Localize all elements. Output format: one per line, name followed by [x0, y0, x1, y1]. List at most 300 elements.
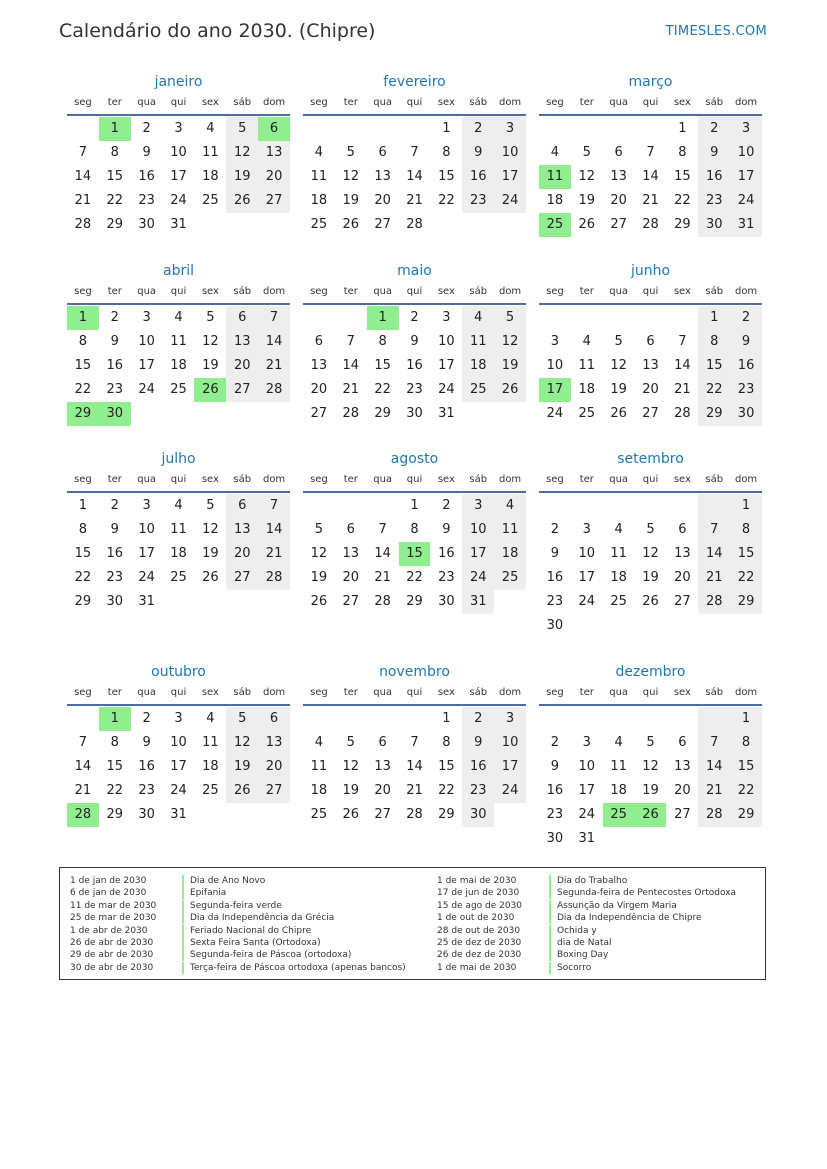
day-cell[interactable]: 24 [730, 189, 762, 213]
day-cell[interactable]: 3 [550, 334, 560, 349]
day-cell[interactable]: 14 [74, 169, 92, 184]
day-cell[interactable]: 17 [170, 759, 187, 774]
day-cell[interactable]: 29 [74, 594, 92, 609]
day-cell[interactable]: 20 [674, 570, 691, 585]
day-cell[interactable]: 2 [110, 498, 119, 513]
day-cell[interactable]: 20 [674, 783, 691, 798]
holiday-day-cell[interactable]: 6 [258, 117, 290, 141]
day-cell[interactable]: 10 [462, 518, 494, 542]
day-cell[interactable]: 20 [258, 755, 290, 779]
day-cell[interactable]: 29 [674, 217, 691, 232]
day-cell[interactable]: 6 [346, 522, 355, 537]
day-cell[interactable]: 11 [202, 145, 219, 160]
day-cell[interactable]: 23 [730, 378, 762, 402]
day-cell[interactable]: 21 [74, 783, 92, 798]
day-cell[interactable]: 20 [642, 382, 659, 397]
day-cell[interactable]: 11 [462, 330, 494, 354]
day-cell[interactable]: 27 [374, 807, 391, 822]
day-cell[interactable]: 12 [226, 141, 258, 165]
day-cell[interactable]: 2 [442, 498, 451, 513]
day-cell[interactable]: 28 [642, 217, 659, 232]
day-cell[interactable]: 3 [142, 498, 151, 513]
day-cell[interactable]: 11 [610, 759, 627, 774]
day-cell[interactable]: 14 [406, 759, 423, 774]
day-cell[interactable]: 19 [610, 382, 627, 397]
day-cell[interactable]: 13 [374, 169, 391, 184]
day-cell[interactable]: 9 [442, 522, 451, 537]
day-cell[interactable]: 28 [74, 217, 92, 232]
day-cell[interactable]: 4 [582, 334, 591, 349]
day-cell[interactable]: 28 [374, 594, 391, 609]
day-cell[interactable]: 2 [730, 306, 762, 330]
day-cell[interactable]: 5 [314, 522, 324, 537]
day-cell[interactable]: 5 [206, 310, 215, 325]
day-cell[interactable]: 19 [578, 193, 596, 208]
holiday-day-cell[interactable]: 11 [539, 165, 571, 189]
day-cell[interactable]: 14 [258, 330, 290, 354]
day-cell[interactable]: 21 [406, 783, 423, 798]
day-cell[interactable]: 12 [642, 759, 659, 774]
day-cell[interactable]: 26 [610, 406, 627, 421]
day-cell[interactable]: 11 [494, 518, 526, 542]
day-cell[interactable]: 31 [730, 213, 762, 237]
day-cell[interactable]: 17 [462, 542, 494, 566]
day-cell[interactable]: 26 [226, 779, 258, 803]
day-cell[interactable]: 13 [258, 731, 290, 755]
day-cell[interactable]: 9 [110, 334, 119, 349]
brand-logo-text[interactable]: TIMESLES.COM [665, 24, 767, 39]
day-cell[interactable]: 25 [610, 594, 627, 609]
holiday-day-cell[interactable]: 17 [539, 378, 571, 402]
day-cell[interactable]: 31 [462, 590, 494, 614]
day-cell[interactable]: 22 [74, 570, 92, 585]
holiday-day-cell[interactable]: 15 [399, 542, 431, 566]
day-cell[interactable]: 15 [74, 358, 92, 373]
day-cell[interactable]: 31 [438, 406, 455, 421]
day-cell[interactable]: 30 [462, 803, 494, 827]
day-cell[interactable]: 28 [406, 807, 423, 822]
day-cell[interactable]: 15 [106, 169, 124, 184]
day-cell[interactable]: 19 [202, 358, 219, 373]
day-cell[interactable]: 3 [494, 117, 526, 141]
day-cell[interactable]: 26 [310, 594, 328, 609]
day-cell[interactable]: 14 [698, 755, 730, 779]
day-cell[interactable]: 27 [258, 189, 290, 213]
day-cell[interactable]: 15 [106, 759, 124, 774]
day-cell[interactable]: 21 [406, 193, 423, 208]
day-cell[interactable]: 23 [106, 570, 124, 585]
day-cell[interactable]: 24 [170, 783, 187, 798]
day-cell[interactable]: 8 [78, 334, 88, 349]
day-cell[interactable]: 21 [374, 570, 391, 585]
day-cell[interactable]: 9 [462, 731, 494, 755]
day-cell[interactable]: 16 [546, 783, 564, 798]
day-cell[interactable]: 23 [406, 382, 423, 397]
day-cell[interactable]: 5 [646, 735, 655, 750]
day-cell[interactable]: 21 [674, 382, 691, 397]
day-cell[interactable]: 3 [462, 494, 494, 518]
day-cell[interactable]: 19 [202, 546, 219, 561]
day-cell[interactable]: 7 [346, 334, 355, 349]
day-cell[interactable]: 30 [698, 213, 730, 237]
day-cell[interactable]: 31 [170, 217, 187, 232]
day-cell[interactable]: 18 [494, 542, 526, 566]
day-cell[interactable]: 1 [678, 121, 687, 136]
holiday-day-cell[interactable]: 1 [67, 306, 99, 330]
day-cell[interactable]: 13 [258, 141, 290, 165]
day-cell[interactable]: 1 [730, 707, 762, 731]
day-cell[interactable]: 22 [438, 193, 455, 208]
day-cell[interactable]: 7 [378, 522, 387, 537]
day-cell[interactable]: 4 [462, 306, 494, 330]
day-cell[interactable]: 22 [106, 783, 124, 798]
holiday-day-cell[interactable]: 25 [539, 213, 571, 237]
holiday-day-cell[interactable]: 26 [194, 378, 226, 402]
day-cell[interactable]: 14 [642, 169, 659, 184]
day-cell[interactable]: 18 [578, 382, 596, 397]
day-cell[interactable]: 19 [226, 755, 258, 779]
day-cell[interactable]: 24 [578, 594, 596, 609]
day-cell[interactable]: 4 [550, 145, 560, 160]
day-cell[interactable]: 27 [374, 217, 391, 232]
day-cell[interactable]: 19 [342, 783, 360, 798]
day-cell[interactable]: 16 [546, 570, 564, 585]
day-cell[interactable]: 13 [342, 546, 360, 561]
day-cell[interactable]: 31 [138, 594, 155, 609]
day-cell[interactable]: 25 [310, 217, 328, 232]
holiday-day-cell[interactable]: 25 [603, 803, 635, 827]
day-cell[interactable]: 23 [462, 779, 494, 803]
day-cell[interactable]: 16 [438, 546, 455, 561]
day-cell[interactable]: 16 [462, 755, 494, 779]
day-cell[interactable]: 6 [378, 735, 387, 750]
day-cell[interactable]: 29 [406, 594, 423, 609]
day-cell[interactable]: 14 [342, 358, 360, 373]
day-cell[interactable]: 15 [730, 542, 762, 566]
day-cell[interactable]: 22 [374, 382, 391, 397]
day-cell[interactable]: 4 [174, 310, 183, 325]
day-cell[interactable]: 12 [310, 546, 328, 561]
day-cell[interactable]: 9 [410, 334, 419, 349]
day-cell[interactable]: 24 [494, 779, 526, 803]
day-cell[interactable]: 27 [310, 406, 328, 421]
day-cell[interactable]: 5 [346, 735, 355, 750]
day-cell[interactable]: 13 [610, 169, 627, 184]
day-cell[interactable]: 18 [610, 783, 627, 798]
day-cell[interactable]: 14 [698, 542, 730, 566]
day-cell[interactable]: 17 [138, 358, 155, 373]
day-cell[interactable]: 11 [202, 735, 219, 750]
day-cell[interactable]: 21 [642, 193, 659, 208]
day-cell[interactable]: 7 [78, 735, 88, 750]
day-cell[interactable]: 28 [674, 406, 691, 421]
day-cell[interactable]: 30 [106, 594, 124, 609]
day-cell[interactable]: 5 [582, 145, 591, 160]
day-cell[interactable]: 18 [310, 193, 328, 208]
day-cell[interactable]: 25 [170, 570, 187, 585]
day-cell[interactable]: 28 [258, 566, 290, 590]
day-cell[interactable]: 4 [314, 735, 324, 750]
day-cell[interactable]: 9 [550, 546, 560, 561]
day-cell[interactable]: 2 [142, 711, 151, 726]
holiday-day-cell[interactable]: 26 [635, 803, 667, 827]
day-cell[interactable]: 25 [578, 406, 596, 421]
day-cell[interactable]: 12 [342, 759, 360, 774]
day-cell[interactable]: 26 [494, 378, 526, 402]
day-cell[interactable]: 7 [698, 518, 730, 542]
day-cell[interactable]: 27 [674, 807, 691, 822]
day-cell[interactable]: 13 [310, 358, 328, 373]
day-cell[interactable]: 9 [462, 141, 494, 165]
day-cell[interactable]: 17 [578, 783, 596, 798]
day-cell[interactable]: 27 [610, 217, 627, 232]
day-cell[interactable]: 12 [226, 731, 258, 755]
day-cell[interactable]: 19 [310, 570, 328, 585]
day-cell[interactable]: 30 [546, 831, 564, 846]
day-cell[interactable]: 21 [258, 354, 290, 378]
day-cell[interactable]: 10 [170, 735, 187, 750]
day-cell[interactable]: 22 [730, 566, 762, 590]
day-cell[interactable]: 18 [170, 546, 187, 561]
day-cell[interactable]: 19 [642, 783, 659, 798]
holiday-day-cell[interactable]: 1 [99, 707, 131, 731]
day-cell[interactable]: 17 [438, 358, 455, 373]
day-cell[interactable]: 3 [582, 735, 591, 750]
day-cell[interactable]: 6 [258, 707, 290, 731]
day-cell[interactable]: 11 [610, 546, 627, 561]
day-cell[interactable]: 21 [698, 566, 730, 590]
day-cell[interactable]: 9 [110, 522, 119, 537]
day-cell[interactable]: 5 [614, 334, 623, 349]
day-cell[interactable]: 21 [342, 382, 360, 397]
day-cell[interactable]: 7 [410, 145, 419, 160]
day-cell[interactable]: 6 [226, 306, 258, 330]
day-cell[interactable]: 18 [610, 570, 627, 585]
day-cell[interactable]: 3 [730, 117, 762, 141]
day-cell[interactable]: 1 [410, 498, 419, 513]
holiday-day-cell[interactable]: 28 [67, 803, 99, 827]
day-cell[interactable]: 26 [202, 570, 219, 585]
day-cell[interactable]: 3 [174, 711, 183, 726]
day-cell[interactable]: 20 [610, 193, 627, 208]
day-cell[interactable]: 12 [578, 169, 596, 184]
day-cell[interactable]: 29 [698, 402, 730, 426]
day-cell[interactable]: 19 [342, 193, 360, 208]
holiday-day-cell[interactable]: 29 [67, 402, 99, 426]
day-cell[interactable]: 13 [226, 518, 258, 542]
day-cell[interactable]: 14 [406, 169, 423, 184]
day-cell[interactable]: 28 [258, 378, 290, 402]
holiday-day-cell[interactable]: 1 [99, 117, 131, 141]
day-cell[interactable]: 2 [462, 117, 494, 141]
day-cell[interactable]: 18 [462, 354, 494, 378]
day-cell[interactable]: 21 [698, 779, 730, 803]
day-cell[interactable]: 10 [138, 522, 155, 537]
day-cell[interactable]: 4 [206, 711, 215, 726]
day-cell[interactable]: 12 [494, 330, 526, 354]
day-cell[interactable]: 4 [494, 494, 526, 518]
day-cell[interactable]: 4 [614, 735, 623, 750]
day-cell[interactable]: 20 [374, 783, 391, 798]
holiday-day-cell[interactable]: 1 [367, 306, 399, 330]
day-cell[interactable]: 13 [226, 330, 258, 354]
day-cell[interactable]: 14 [674, 358, 691, 373]
day-cell[interactable]: 18 [202, 759, 219, 774]
day-cell[interactable]: 28 [698, 590, 730, 614]
day-cell[interactable]: 5 [646, 522, 655, 537]
day-cell[interactable]: 2 [110, 310, 119, 325]
day-cell[interactable]: 25 [202, 193, 219, 208]
day-cell[interactable]: 18 [310, 783, 328, 798]
day-cell[interactable]: 8 [442, 145, 451, 160]
day-cell[interactable]: 6 [678, 522, 687, 537]
day-cell[interactable]: 22 [106, 193, 124, 208]
day-cell[interactable]: 6 [646, 334, 655, 349]
day-cell[interactable]: 7 [410, 735, 419, 750]
day-cell[interactable]: 18 [202, 169, 219, 184]
day-cell[interactable]: 30 [546, 618, 564, 633]
day-cell[interactable]: 24 [546, 406, 564, 421]
day-cell[interactable]: 25 [494, 566, 526, 590]
day-cell[interactable]: 8 [678, 145, 687, 160]
day-cell[interactable]: 17 [494, 755, 526, 779]
day-cell[interactable]: 6 [378, 145, 387, 160]
day-cell[interactable]: 2 [550, 735, 560, 750]
day-cell[interactable]: 23 [698, 189, 730, 213]
day-cell[interactable]: 16 [462, 165, 494, 189]
day-cell[interactable]: 30 [730, 402, 762, 426]
day-cell[interactable]: 24 [494, 189, 526, 213]
day-cell[interactable]: 9 [142, 735, 151, 750]
day-cell[interactable]: 24 [438, 382, 455, 397]
day-cell[interactable]: 16 [138, 169, 155, 184]
day-cell[interactable]: 24 [170, 193, 187, 208]
day-cell[interactable]: 8 [110, 145, 119, 160]
day-cell[interactable]: 13 [674, 546, 691, 561]
day-cell[interactable]: 22 [406, 570, 423, 585]
day-cell[interactable]: 7 [646, 145, 655, 160]
day-cell[interactable]: 17 [578, 570, 596, 585]
day-cell[interactable]: 25 [310, 807, 328, 822]
holiday-day-cell[interactable]: 30 [99, 402, 131, 426]
day-cell[interactable]: 20 [226, 354, 258, 378]
day-cell[interactable]: 1 [698, 306, 730, 330]
day-cell[interactable]: 26 [578, 217, 596, 232]
day-cell[interactable]: 14 [374, 546, 391, 561]
day-cell[interactable]: 23 [462, 189, 494, 213]
day-cell[interactable]: 27 [226, 378, 258, 402]
day-cell[interactable]: 16 [406, 358, 423, 373]
day-cell[interactable]: 26 [226, 189, 258, 213]
day-cell[interactable]: 13 [674, 759, 691, 774]
day-cell[interactable]: 20 [342, 570, 360, 585]
day-cell[interactable]: 16 [698, 165, 730, 189]
day-cell[interactable]: 29 [106, 217, 124, 232]
day-cell[interactable]: 12 [642, 546, 659, 561]
day-cell[interactable]: 26 [342, 217, 360, 232]
day-cell[interactable]: 6 [314, 334, 324, 349]
day-cell[interactable]: 20 [258, 165, 290, 189]
day-cell[interactable]: 22 [698, 378, 730, 402]
day-cell[interactable]: 2 [550, 522, 560, 537]
day-cell[interactable]: 21 [74, 193, 92, 208]
day-cell[interactable]: 11 [310, 169, 328, 184]
day-cell[interactable]: 18 [546, 193, 564, 208]
day-cell[interactable]: 28 [698, 803, 730, 827]
day-cell[interactable]: 16 [138, 759, 155, 774]
day-cell[interactable]: 4 [614, 522, 623, 537]
day-cell[interactable]: 23 [138, 193, 155, 208]
day-cell[interactable]: 30 [406, 406, 423, 421]
day-cell[interactable]: 10 [438, 334, 455, 349]
day-cell[interactable]: 9 [142, 145, 151, 160]
day-cell[interactable]: 30 [138, 217, 155, 232]
day-cell[interactable]: 20 [310, 382, 328, 397]
day-cell[interactable]: 19 [642, 570, 659, 585]
day-cell[interactable]: 6 [678, 735, 687, 750]
day-cell[interactable]: 1 [442, 121, 451, 136]
day-cell[interactable]: 15 [438, 759, 455, 774]
day-cell[interactable]: 16 [106, 546, 124, 561]
day-cell[interactable]: 11 [578, 358, 596, 373]
day-cell[interactable]: 19 [494, 354, 526, 378]
day-cell[interactable]: 17 [494, 165, 526, 189]
day-cell[interactable]: 9 [730, 330, 762, 354]
day-cell[interactable]: 5 [346, 145, 355, 160]
day-cell[interactable]: 10 [494, 731, 526, 755]
day-cell[interactable]: 17 [730, 165, 762, 189]
day-cell[interactable]: 7 [698, 731, 730, 755]
day-cell[interactable]: 19 [226, 165, 258, 189]
day-cell[interactable]: 23 [138, 783, 155, 798]
day-cell[interactable]: 12 [202, 522, 219, 537]
day-cell[interactable]: 10 [578, 546, 596, 561]
day-cell[interactable]: 25 [170, 382, 187, 397]
day-cell[interactable]: 2 [142, 121, 151, 136]
day-cell[interactable]: 24 [578, 807, 596, 822]
day-cell[interactable]: 28 [406, 217, 423, 232]
day-cell[interactable]: 5 [226, 707, 258, 731]
day-cell[interactable]: 12 [610, 358, 627, 373]
day-cell[interactable]: 10 [546, 358, 564, 373]
day-cell[interactable]: 8 [730, 731, 762, 755]
day-cell[interactable]: 15 [730, 755, 762, 779]
day-cell[interactable]: 25 [202, 783, 219, 798]
day-cell[interactable]: 10 [494, 141, 526, 165]
day-cell[interactable]: 29 [730, 803, 762, 827]
day-cell[interactable]: 8 [442, 735, 451, 750]
day-cell[interactable]: 9 [698, 141, 730, 165]
day-cell[interactable]: 3 [494, 707, 526, 731]
day-cell[interactable]: 11 [170, 334, 187, 349]
day-cell[interactable]: 2 [698, 117, 730, 141]
day-cell[interactable]: 16 [106, 358, 124, 373]
day-cell[interactable]: 2 [462, 707, 494, 731]
day-cell[interactable]: 3 [442, 310, 451, 325]
day-cell[interactable]: 8 [698, 330, 730, 354]
day-cell[interactable]: 11 [170, 522, 187, 537]
day-cell[interactable]: 22 [730, 779, 762, 803]
day-cell[interactable]: 31 [170, 807, 187, 822]
day-cell[interactable]: 6 [226, 494, 258, 518]
day-cell[interactable]: 7 [258, 494, 290, 518]
day-cell[interactable]: 2 [410, 310, 419, 325]
day-cell[interactable]: 24 [138, 570, 155, 585]
day-cell[interactable]: 9 [550, 759, 560, 774]
day-cell[interactable]: 29 [438, 807, 455, 822]
day-cell[interactable]: 27 [642, 406, 659, 421]
day-cell[interactable]: 30 [138, 807, 155, 822]
